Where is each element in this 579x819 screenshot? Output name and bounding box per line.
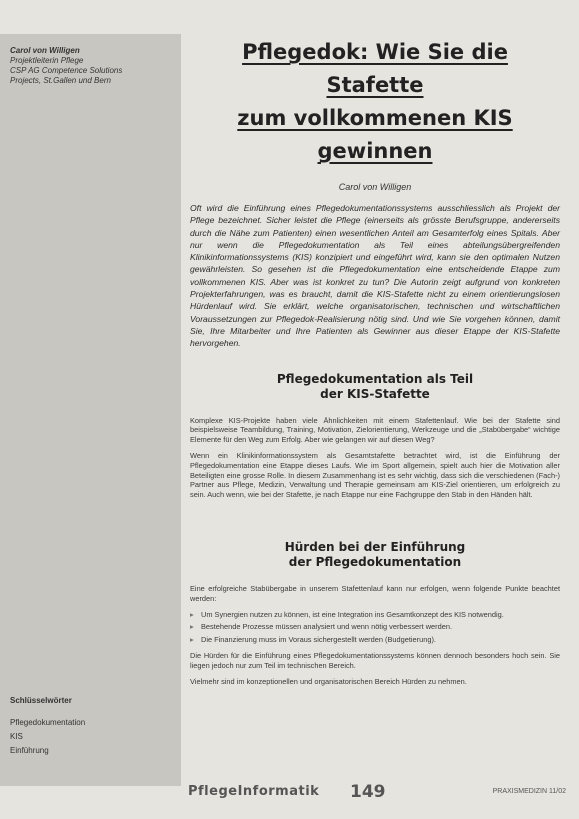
title-line-3: gewinnen	[317, 139, 433, 163]
section-heading	[190, 540, 560, 570]
intro-paragraph: Oft wird die Einführung eines Pflegedokumentationssystems ausschliesslich als Projekt der Pflege bezeichnet. Sicher leistet die Pflege (einerseits als grösste Berufsgruppe, andererseits durch die Nähe zum Patienten) einen wesentlichen Anteil am Gesamterfolg eines Spitals. Aber nur wenn die Pflegedokumentation als Teil eines abteilungsübergreifenden Klinikinformationssystems (KIS) konzipiert und eingeführt wird, kann sie den optimalen Nutzen gewährleisten. So gesehen ist die Pflegedokumentation eine entscheidende Etappe zum vollkommenen KIS. Aber was ist konkret zu tun? Die Autorin zeigt aufgrund von konkreten Projekterfahrungen, was es braucht, damit die KIS-Stafette nicht zu einem orientierungslosen Hürdenlauf wird. Sie erklärt, welche organisatorischen, technischen und wirtschaftlichen Voraussetzungen zur Pflegedok-Realisierung nötig sind. Und wie Sie vorgehen können, damit Sie, Ihre Mitarbeiter und Ihre Patienten als Gewinner aus dieser Etappe der KIS-Stafette hervorgehen.	[190, 203, 560, 349]
keyword-item: KIS	[10, 732, 23, 741]
article-title	[190, 36, 560, 168]
keyword-item: Einführung	[10, 746, 49, 755]
body-paragraph: Komplexe KIS-Projekte haben viele Ähnlichkeiten mit einem Stafettenlauf. Wie bei der Stafette sind beispielsweise Teambildung, Training, Motivation, Zielorientierung, Werkzeuge und die „Stabübergabe“ wichtige Elemente für den Weg zum Erfolg. Aber wie gelangen wir auf diesen Weg?	[190, 415, 560, 445]
article	[190, 34, 560, 692]
body-paragraph: Die Hürden für die Einführung eines Pflegedokumentationssystems können dennoch besonders hoch sein. Sie liegen jedoch nur zum Teil im technischen Bereich.	[190, 650, 560, 670]
keywords-box	[10, 694, 175, 758]
list-item: ▸ Um Synergien nutzen zu können, ist eine Integration ins Gesamtkonzept des KIS notwendig.	[190, 610, 560, 620]
author-name: Carol von Willigen	[10, 46, 80, 55]
issue-label: PRAXISMEDIZIN 11/02	[492, 788, 566, 795]
magazine-brand: PflegeInformatik	[188, 784, 320, 799]
byline: Carol von Willigen	[338, 182, 412, 192]
author-location: Projects, St.Gallen und Bern	[10, 76, 111, 85]
body-paragraph: Wenn ein Klinikinformationssystem als Gesamtstafette betrachtet wird, ist die Einführung der Pflegedokumentation eine Etappe dieses Laufs. Wie im Sport allgemein, spielt auch hier die Motivation aller Beteiligten eine grosse Rolle. In diesem Zusammenhang ist es sehr wichtig, dass sich die verschiedenen (Fach-) Partner aus Pflege, Medizin, Verwaltung und Therapie gemeinsam am KIS-Ziel orientieren, um erfolgreich zu sein. Auch wenn, wie bei der Stafette, je nach Etappe nur eine Fachgruppe den Stab in den Händen hält.	[190, 450, 560, 500]
section-heading-line: der Pflegedokumentation	[288, 554, 462, 569]
section-heading	[190, 372, 560, 402]
list-item: ▸ Bestehende Prozesse müssen analysiert und wenn nötig verbessert werden.	[190, 622, 560, 632]
page-number: 149	[350, 782, 386, 802]
author-role: Projektleiterin Pflege	[10, 56, 84, 65]
body-paragraph: Eine erfolgreiche Stabübergabe in unserem Stafettenlauf kann nur erfolgen, wenn folgende Punkte beachtet werden:	[190, 583, 560, 603]
section-heading-line: Pflegedokumentation als Teil	[276, 371, 474, 386]
sidebar	[0, 34, 181, 786]
title-line-2: zum vollkommenen KIS	[237, 106, 513, 130]
page-footer	[182, 784, 572, 806]
section-heading-line: der KIS-Stafette	[320, 386, 430, 401]
author-company: CSP AG Competence Solutions	[10, 66, 123, 75]
section-heading-line: Hürden bei der Einführung	[284, 539, 466, 554]
bullet-list	[190, 610, 560, 645]
list-item: ▸ Die Finanzierung muss im Voraus sichergestellt werden (Budgetierung).	[190, 635, 560, 645]
body-paragraph: Vielmehr sind im konzeptionellen und organisatorischen Bereich Hürden zu nehmen.	[190, 676, 467, 686]
keywords-title: Schlüsselwörter	[10, 696, 72, 705]
title-line-1: Pflegedok: Wie Sie die Stafette	[242, 40, 508, 97]
author-info	[10, 46, 175, 86]
keyword-item: Pflegedokumentation	[10, 718, 86, 727]
